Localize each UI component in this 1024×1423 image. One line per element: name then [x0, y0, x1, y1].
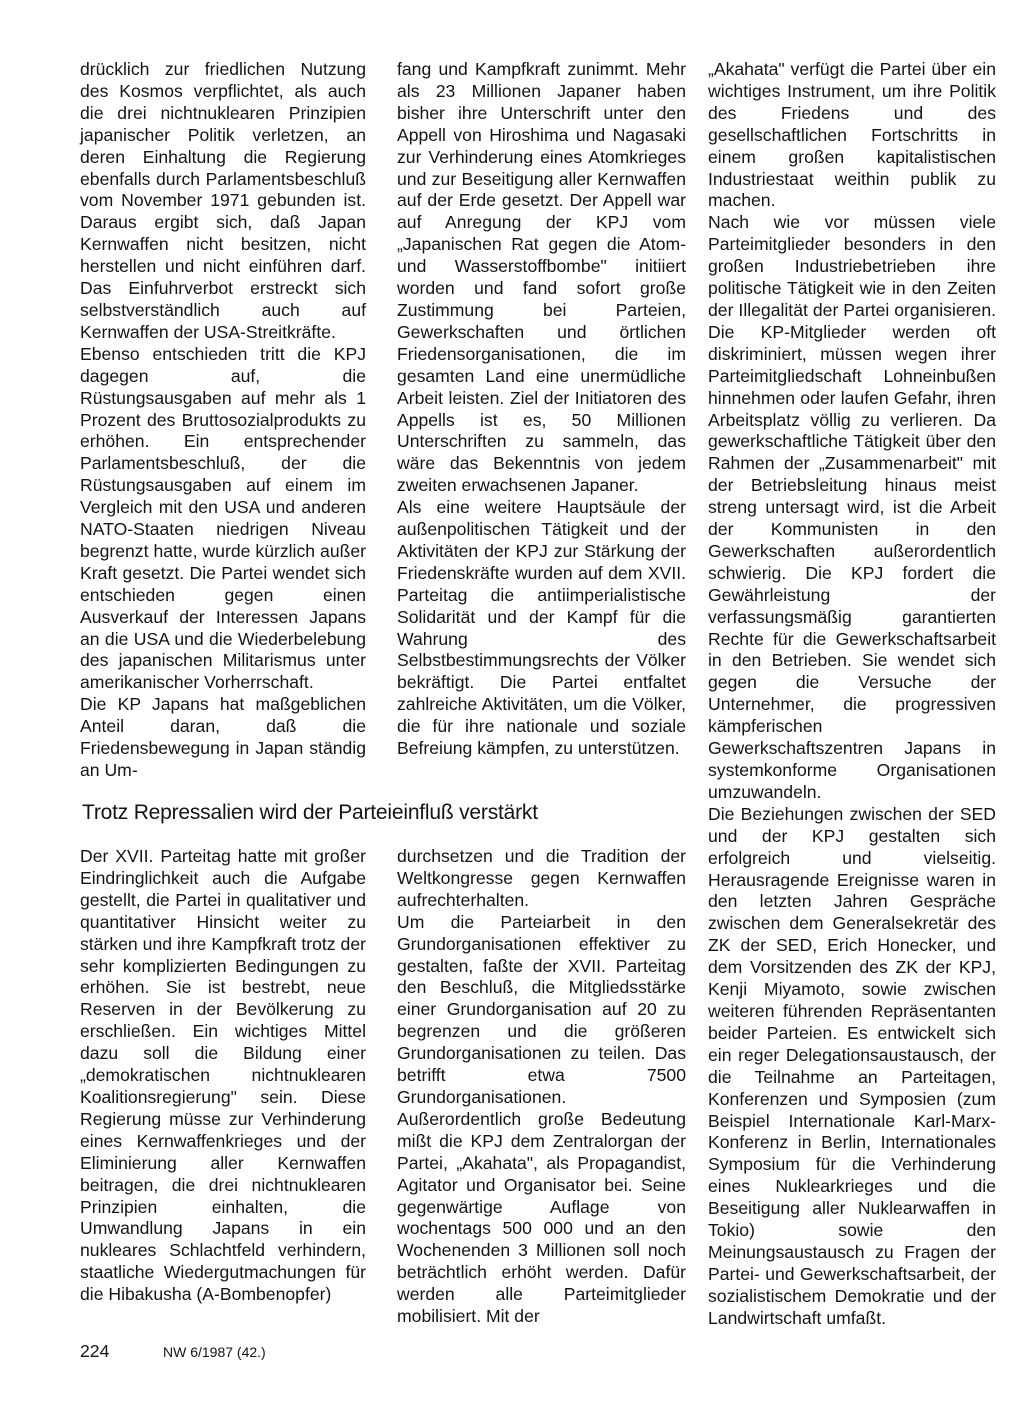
paragraph: Um die Parteiarbeit in den Grundorganisationen effektiver zu gestalten, faßte der XVII. Parteitag den Beschluß, die Mitgliedsstärke einer Grundorganisation auf 20 zu begrenzen und die größeren Grundorganisationen zu teilen. Das betrifft etwa 7500 Grundorganisationen. Außerordentlich große Bedeutung mißt die KPJ dem Zentralorgan der Partei, „Akahata", als Propagandist, Agitator und Organisator bei. Seine gegenwärtige Auflage von wochentags 500 000 und an den Wochenenden 3 Millionen soll noch beträchtlich erhöht werden. Dafür werden alle Parteimitglieder mobilisiert. Mit der — [397, 911, 686, 1327]
paragraph: Ebenso entschieden tritt die KPJ dagegen auf, die Rüstungsausgaben auf mehr als 1 Prozent des Bruttosozialprodukts zu erhöhen. Ein entsprechender Parlamentsbeschluß, der die Rüstungsausgaben auf einem im Vergleich mit den USA und anderen NATO-Staaten niedrigen Niveau begrenzt hatte, wurde kürzlich außer Kraft gesetzt. Die Partei wendet sich entschieden gegen einen Ausverkauf der Interessen Japans an die USA und die Wiederbelebung des japanischen Militarismus unter amerikanischer Vorherrschaft. — [80, 343, 366, 693]
paragraph: Die Beziehungen zwischen der SED und der KPJ gestalten sich erfolgreich und vielseitig. Herausragende Ereignisse waren in den letzten Jahren Gespräche zwischen dem Generalsekretär des ZK der SED, Erich Honecker, und dem Vorsitzenden des ZK der KPJ, Kenji Miyamoto, sowie zwischen weiteren führenden Repräsentanten beider Parteien. Es entwickelt sich ein reger Delegationsaustausch, der die Teilnahme an Parteitagen, Konferenzen und Symposien (zum Beispiel Internationale Karl-Marx-Konferenz in Berlin, Internationales Symposium für die Verhinderung eines Nuklearkrieges und die Beseitigung aller Nuklearwaffen in Tokio) sowie den Meinungsaustausch zu Fragen der Partei- und Gewerkschaftsarbeit, der sozialistischem Demokratie und der Landwirtschaft umfaßt. — [708, 803, 996, 1328]
source-citation: NW 6/1987 (42.) — [163, 1344, 266, 1360]
column-2-upper — [397, 59, 686, 787]
column-1-upper — [80, 59, 366, 787]
column-3 — [708, 59, 996, 1328]
column-2-lower — [397, 846, 686, 1327]
page-number: 224 — [80, 1341, 110, 1361]
paragraph: Die KP Japans hat maßgeblichen Anteil daran, daß die Friedensbewegung in Japan ständig an Um- — [80, 694, 366, 780]
paragraph: Der XVII. Parteitag hatte mit großer Eindringlichkeit auch die Aufgabe gestellt, die Partei in qualitativer und quantitativer Hinsicht weiter zu stärken und ihre Kampfkraft trotz der sehr komplizierten Bedingungen zu erhöhen. Sie ist bestrebt, neue Reserven in der Bevölkerung zu erschließen. Ein wichtiges Mittel dazu soll die Bildung einer „demokratischen nichtnuklearen Koalitionsregierung" sein. Diese Regierung müsse zur Verhinderung eines Kernwaffenkrieges und der Eliminierung aller Kernwaffen beitragen, die drei nichtnuklearen Prinzipien einhalten, die Umwandlung Japans in ein nukleares Schlachtfeld verhindern, staatliche Wiedergutmachungen für die Hibakusha (A-Bombenopfer) — [80, 846, 366, 1305]
paragraph: fang und Kampfkraft zunimmt. Mehr als 23 Millionen Japaner haben bisher ihre Unterschrift unter den Appell von Hiroshima und Nagasaki zur Verhinderung eines Atomkrieges und zur Beseitigung aller Kernwaffen auf der Erde gesetzt. Der Appell war auf Anregung der KPJ vom „Japanischen Rat gegen die Atom- und Wasserstoffbombe" initiiert worden und fand sofort große Zustimmung bei Parteien, Gewerkschaften und örtlichen Friedensorganisationen, die im gesamten Land eine unermüdliche Arbeit leisten. Ziel der Initiatoren des Appells ist es, 50 Millionen Unterschriften zu sammeln, das wäre das Bekenntnis von jedem zweiten erwachsenen Japaner. — [397, 59, 686, 496]
paragraph: Als eine weitere Hauptsäule der außenpolitischen Tätigkeit und der Aktivitäten der KPJ zur Stärkung der Friedenskräfte wurden auf dem XVII. Parteitag die antiimperialistische Solidarität und der Kampf für die Wahrung des Selbstbestimmungsrechts der Völker bekräftigt. Die Partei entfaltet zahlreiche Aktivitäten, um die Völker, die für ihre nationale und soziale Befreiung kämpfen, zu unterstützen. — [397, 497, 686, 759]
paragraph: „Akahata" verfügt die Partei über ein wichtiges Instrument, um ihre Politik des Friedens und des gesellschaftlichen Fortschritts in einem großen kapitalistischen Industriestaat weithin publik zu machen. — [708, 59, 996, 211]
column-1-lower — [80, 846, 366, 1316]
paragraph: drücklich zur friedlichen Nutzung des Kosmos verpflichtet, als auch die drei nichtnuklearen Prinzipien japanischer Politik verletzen, an deren Einhaltung die Regierung ebenfalls durch Parlamentsbeschluß vom November 1971 gebunden ist. Daraus ergibt sich, daß Japan Kernwaffen nicht besitzen, nicht herstellen und nicht einführen darf. Das Einfuhrverbot erstreckt sich selbstverständlich auch auf Kernwaffen der USA-Streitkräfte. — [80, 59, 366, 342]
paragraph: Nach wie vor müssen viele Parteimitglieder besonders in den großen Industriebetrieben ihre politische Tätigkeit wie in den Zeiten der Illegalität der Partei organisieren. Die KP-Mitglieder werden oft diskriminiert, müssen wegen ihrer Parteimitgliedschaft Lohneinbußen hinnehmen oder laufen Gefahr, ihren Arbeitsplatz völlig zu verlieren. Da gewerkschaftliche Tätigkeit über den Rahmen der „Zusammenarbeit" mit der Betriebsleitung hinaus meist streng untersagt wird, ist die Arbeit der Kommunisten in den Gewerkschaften außerordentlich schwierig. Die KPJ fordert die Gewährleistung der verfassungsmäßig garantierten Rechte für die Gewerkschaftsarbeit in den Betrieben. Sie wendet sich gegen die Versuche der Unternehmer, die progressiven kämpferischen Gewerkschaftszentren Japans in systemkonforme Organisationen umzuwandeln. — [708, 212, 996, 802]
paragraph: durchsetzen und die Tradition der Weltkongresse gegen Kernwaffen aufrechterhalten. — [397, 846, 686, 910]
section-heading: Trotz Repressalien wird der Parteieinfluß verstärkt — [82, 801, 538, 824]
